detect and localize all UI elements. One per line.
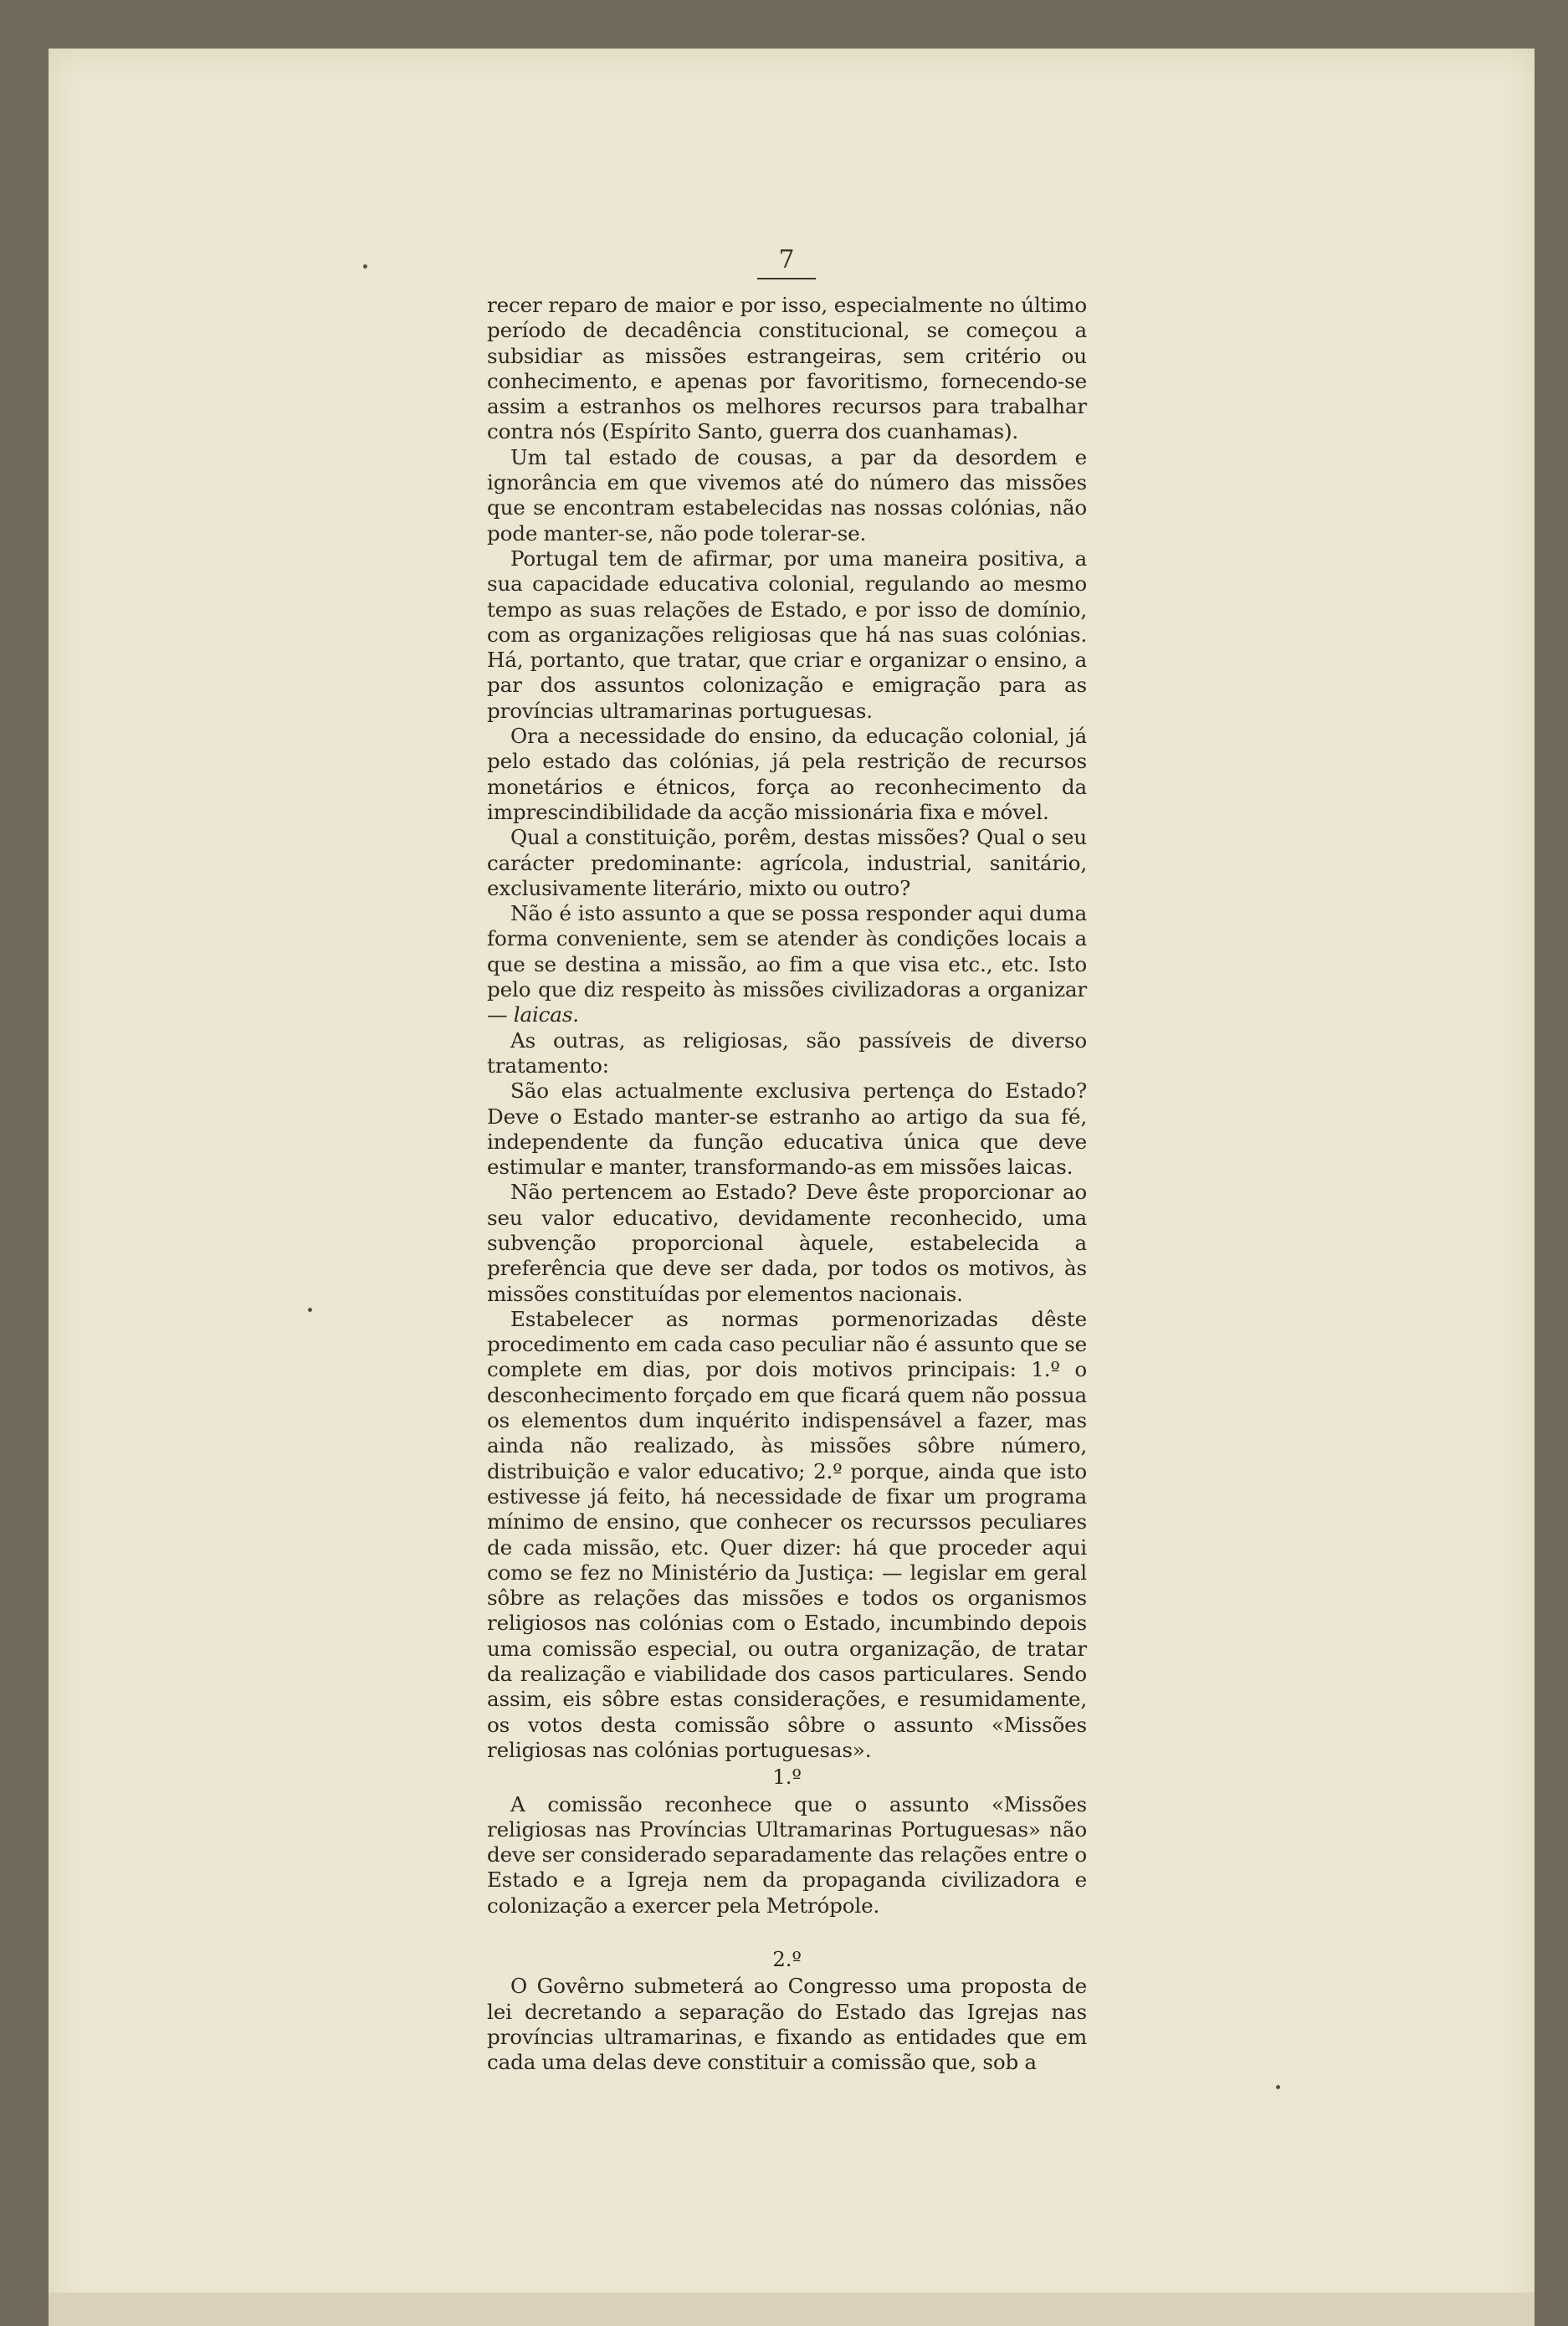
paragraph: Qual a constituição, porêm, destas missões? Qual o seu carácter predominante: agrícola, industrial, sanitário, exclusivamente literário, mixto ou outro? xyxy=(487,825,1087,900)
section-heading: 2.º xyxy=(772,1947,802,1971)
paragraph xyxy=(487,901,1087,1027)
vote-paragraph: O Govêrno submeterá ao Congresso uma proposta de lei decretando a separação do Estado das Igrejas nas províncias ultramarinas, e fixando as entidades que em cada uma delas deve constituir a comissão que, sob a xyxy=(487,1974,1087,2075)
page-edge xyxy=(49,2293,1535,2326)
paragraph: Não pertencem ao Estado? Deve êste proporcionar ao seu valor educativo, devidamente reconhecido, uma subvenção proporcional àquele, estabelecida a preferência que deve ser dada, por todos os motivos, às missões constituídas por elementos nacionais. xyxy=(487,1180,1087,1306)
body-text xyxy=(487,293,1087,2075)
paragraph-text: Não é isto assunto a que se possa responder aqui duma forma conveniente, sem se atender às condições locais a que se destina a missão, ao fim a que visa etc., etc. Isto pelo que diz respeito às missões civilizadoras a organizar — xyxy=(487,901,1087,1027)
paragraph: Portugal tem de afirmar, por uma maneira positiva, a sua capacidade educativa colonial, regulando ao mesmo tempo as suas relações de Estado, e por isso de domínio, com as organizações religiosas que há nas suas colónias. Há, portanto, que tratar, que criar e organizar o ensino, a par dos assuntos colonização e emigração para as províncias ultramarinas portuguesas. xyxy=(487,546,1087,723)
paper-speck xyxy=(1276,2085,1280,2089)
paper-speck xyxy=(363,264,367,269)
paper-speck xyxy=(308,1308,312,1312)
vote-paragraph: A comissão reconhece que o assunto «Missões religiosas nas Províncias Ultramarinas Portuguesas» não deve ser considerado separadamente das relações entre o Estado e a Igreja nem da propaganda civilizadora e colonização a exercer pela Metrópole. xyxy=(487,1791,1087,1918)
paragraph: As outras, as religiosas, são passíveis de diverso tratamento: xyxy=(487,1027,1087,1078)
paragraph: Estabelecer as normas pormenorizadas dêste procedimento em cada caso peculiar não é assunto que se complete em dias, por dois motivos principais: 1.º o desconhecimento forçado em que ficará quem não possua os elementos dum inquérito indispensável a fazer, mas ainda não realizado, às missões sôbre número, distribuição e valor educativo; 2.º porque, ainda que isto estivesse já feito, há necessidade de fixar um programa mínimo de ensino, que conhecer os recurssos peculiares de cada missão, etc. Quer dizer: há que proceder aqui como se fez no Ministério da Justiça: — legislar em geral sôbre as relações das missões e todos os organismos religiosos nas colónias com o Estado, incumbindo depois uma comissão especial, ou outra organização, de tratar da realização e viabilidade dos casos particulares. Sendo assim, eis sôbre estas considerações, e resumidamente, os votos desta comissão sôbre o assunto «Missões religiosas nas colónias portuguesas». xyxy=(487,1306,1087,1762)
page-number-rule xyxy=(757,278,816,279)
paragraph: Ora a necessidade do ensino, da educação colonial, já pelo estado das colónias, já pela restrição de recursos monetários e étnicos, força ao reconhecimento da imprescindibilidade da acção missionária fixa e móvel. xyxy=(487,724,1087,824)
italic-word: laicas. xyxy=(513,1002,579,1027)
paragraph: recer reparo de maior e por isso, especialmente no último período de decadência constitucional, se começou a subsidiar as missões estrangeiras, sem critério ou conhecimento, e apenas por favoritismo, fornecendo-se assim a estranhos os melhores recursos para trabalhar contra nós (Espírito Santo, guerra dos cuanhamas). xyxy=(487,293,1087,444)
paragraph: Um tal estado de cousas, a par da desordem e ignorância em que vivemos até do número das missões que se encontram estabelecidas nas nossas colónias, não pode manter-se, não pode tolerar-se. xyxy=(487,444,1087,546)
section-heading: 1.º xyxy=(772,1765,802,1790)
page-number: 7 xyxy=(778,245,795,274)
paragraph: São elas actualmente exclusiva pertença do Estado? Deve o Estado manter-se estranho ao artigo da sua fé, independente da função educativa única que deve estimular e manter, transformando-as em missões laicas. xyxy=(487,1078,1087,1180)
